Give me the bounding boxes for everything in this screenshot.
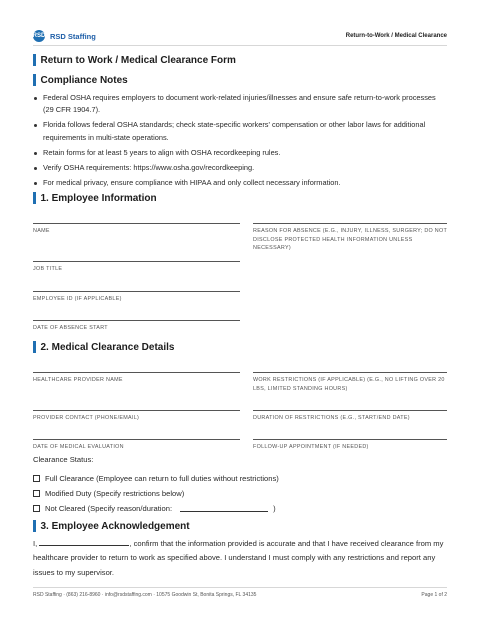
duration-label: DURATION OF RESTRICTIONS (E.G., START/END DATE): [253, 415, 410, 421]
employee-title-text: 1. Employee Information: [40, 192, 157, 204]
brand: [33, 30, 96, 42]
option-full-clearance[interactable]: [33, 474, 279, 483]
restrictions-field[interactable]: [253, 372, 447, 393]
compliance-item: Florida follows federal OSHA standards; check state-specific workers' compensation or other labor laws for additional requirements in multi-state operations.: [33, 119, 447, 143]
employee-section-title: [33, 192, 157, 204]
header-form-title: Return-to-Work / Medical Clearance: [345, 33, 447, 39]
compliance-item: Verify OSHA requirements: https://www.osha.gov/recordkeeping.: [33, 162, 447, 174]
compliance-section-title: [33, 74, 128, 86]
clearance-status-label: Clearance Status:: [33, 455, 94, 464]
header-divider: [33, 45, 447, 46]
provider-contact-input-line[interactable]: [33, 410, 240, 411]
ack-title-text: 3. Employee Acknowledgement: [40, 520, 190, 532]
accent-bar: [33, 54, 36, 66]
reason-input-line[interactable]: [253, 223, 447, 224]
compliance-item: For medical privacy, ensure compliance with HIPAA and only collect necessary information.: [33, 177, 447, 189]
page-footer: [33, 592, 447, 598]
employee-id-field[interactable]: [33, 291, 240, 304]
not-cleared-close: ): [273, 504, 276, 513]
footer-divider: [33, 587, 447, 588]
accent-bar: [33, 520, 36, 532]
footer-page-number: Page 1 of 2: [421, 592, 447, 598]
restrictions-input-line[interactable]: [253, 372, 447, 373]
absence-date-field[interactable]: [33, 320, 240, 333]
full-clearance-label: Full Clearance (Employee can return to full duties without restrictions): [45, 474, 279, 483]
brand-name: RSD Staffing: [50, 31, 96, 41]
logo-text: RSD: [32, 33, 46, 39]
page-header: [33, 28, 447, 44]
option-not-cleared[interactable]: [33, 504, 276, 513]
name-field[interactable]: [33, 223, 240, 236]
medical-title-text: 2. Medical Clearance Details: [40, 341, 175, 353]
compliance-item: Retain forms for at least 5 years to align with OSHA recordkeeping rules.: [33, 147, 447, 159]
modified-duty-label: Modified Duty (Specify restrictions below): [45, 489, 185, 498]
medical-section-title: [33, 341, 174, 353]
provider-name-label: HEALTHCARE PROVIDER NAME: [33, 377, 123, 383]
ack-section-title: [33, 520, 190, 532]
ack-name-blank[interactable]: [39, 539, 129, 546]
absence-date-label: DATE OF ABSENCE START: [33, 325, 108, 331]
not-cleared-checkbox[interactable]: [33, 505, 40, 512]
not-cleared-reason-blank[interactable]: [180, 505, 268, 512]
provider-name-field[interactable]: [33, 372, 240, 385]
not-cleared-label: Not Cleared (Specify reason/duration:: [45, 504, 173, 513]
absence-date-input-line[interactable]: [33, 320, 240, 321]
accent-bar: [33, 341, 36, 353]
name-input-line[interactable]: [33, 223, 240, 224]
modified-duty-checkbox[interactable]: [33, 490, 40, 497]
ack-text: , confirm that the information provided is accurate and that I have received clearance from my healthcare provider to return to work as specified above. I understand I must comply with any restrictions and report any issues to my supervisor.: [33, 539, 444, 577]
job-title-field[interactable]: [33, 261, 240, 274]
footer-contact: RSD Staffing · (863) 216-8960 · info@rsdstaffing.com · 10575 Goodwin St, Bonita Springs, FL 34135: [33, 592, 257, 598]
job-title-input-line[interactable]: [33, 261, 240, 262]
accent-bar: [33, 192, 36, 204]
provider-contact-label: PROVIDER CONTACT (PHONE/EMAIL): [33, 415, 140, 421]
reason-field[interactable]: [253, 223, 447, 251]
compliance-title-text: Compliance Notes: [40, 74, 128, 86]
option-modified-duty[interactable]: [33, 489, 184, 498]
provider-name-input-line[interactable]: [33, 372, 240, 373]
accent-bar: [33, 74, 36, 86]
full-clearance-checkbox[interactable]: [33, 475, 40, 482]
ack-paragraph: [33, 537, 447, 580]
followup-field[interactable]: [253, 439, 447, 452]
document-title: [33, 54, 236, 66]
duration-input-line[interactable]: [253, 410, 447, 411]
compliance-list: [33, 92, 447, 192]
job-title-label: JOB TITLE: [33, 266, 63, 272]
company-logo-icon: [33, 30, 45, 42]
eval-date-input-line[interactable]: [33, 439, 240, 440]
employee-id-input-line[interactable]: [33, 291, 240, 292]
eval-date-field[interactable]: [33, 439, 240, 452]
followup-label: FOLLOW-UP APPOINTMENT (IF NEEDED): [253, 444, 369, 450]
employee-id-label: EMPLOYEE ID (IF APPLICABLE): [33, 296, 122, 302]
document-title-text: Return to Work / Medical Clearance Form: [40, 54, 236, 66]
reason-label: REASON FOR ABSENCE (E.G., INJURY, ILLNESS, SURGERY; DO NOT DISCLOSE PROTECTED HEALTH INFORMATION UNLESS NECESSARY): [253, 228, 447, 251]
name-label: NAME: [33, 228, 50, 234]
followup-input-line[interactable]: [253, 439, 447, 440]
eval-date-label: DATE OF MEDICAL EVALUATION: [33, 444, 124, 450]
duration-field[interactable]: [253, 410, 447, 423]
compliance-item: Federal OSHA requires employers to document work-related injuries/illnesses and ensure safe return-to-work processes (29 CFR 1904.7).: [33, 92, 447, 116]
ack-prefix: I,: [33, 539, 38, 548]
restrictions-label: WORK RESTRICTIONS (IF APPLICABLE) (E.G., NO LIFTING OVER 20 LBS, LIMITED STANDING HOURS): [253, 377, 445, 392]
provider-contact-field[interactable]: [33, 410, 240, 423]
